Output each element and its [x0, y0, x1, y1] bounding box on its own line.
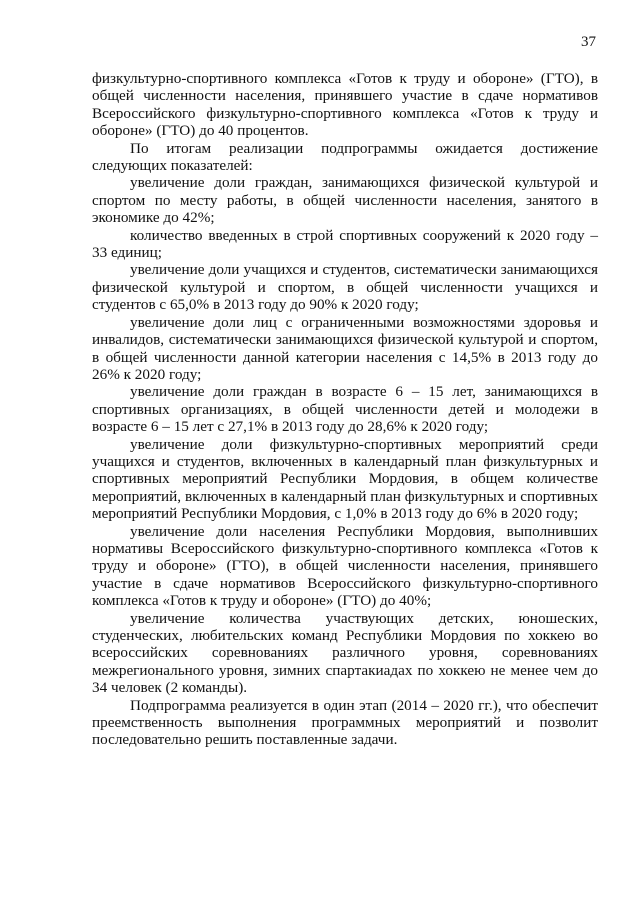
paragraph-indicator-sport-events: увеличение доли физкультурно-спортивных мероприятий среди учащихся и студентов, включенных в календарный план физкультурных и спортивных мероприятий Республики Мордовия, в общем количестве мероприятий, включенных в календарный план физкультурных и спортивных мероприятий Республики Мордовия, с 1,0% в 2013 году до 6% в 2020 году; [92, 435, 598, 523]
paragraph-indicator-youth-6-15: увеличение доли граждан в возрасте 6 – 15 лет, занимающихся в спортивных организациях, в общей численности детей и молодежи в возрасте 6 – 15 лет с 27,1% в 2013 году до 28,6% к 2020 году; [92, 383, 598, 436]
paragraph-indicator-sport-facilities: количество введенных в строй спортивных сооружений к 2020 году – 33 единиц; [92, 226, 598, 262]
document-body [92, 70, 598, 749]
paragraph-expected-results: По итогам реализации подпрограммы ожидается достижение следующих показателей: [92, 139, 598, 175]
paragraph-gto-continuation: физкультурно-спортивного комплекса «Готов к труду и обороне» (ГТО), в общей численности населения, принявшего участие в сдаче нормативов Всероссийского физкультурно-спортивного комплекса «Готов к труду и обороне» (ГТО) до 40 процентов. [92, 70, 598, 140]
page-number: 37 [581, 34, 596, 50]
paragraph-indicator-students: увеличение доли учащихся и студентов, систематически занимающихся физической культурой и спортом, в общей численности учащихся и студентов с 65,0% в 2013 году до 90% к 2020 году; [92, 261, 598, 314]
paragraph-implementation-stage: Подпрограмма реализуется в один этап (2014 – 2020 гг.), что обеспечит преемственность выполнения программных мероприятий и позволит последовательно решить поставленные задачи. [92, 696, 598, 749]
paragraph-indicator-disabled: увеличение доли лиц с ограниченными возможностями здоровья и инвалидов, систематически занимающихся физической культурой и спортом, в общей численности данной категории населения с 14,5% в 2013 году до 26% к 2020 году; [92, 313, 598, 383]
paragraph-indicator-gto-norms: увеличение доли населения Республики Мордовия, выполнивших нормативы Всероссийского физкультурно-спортивного комплекса «Готов к труду и обороне» (ГТО), в общей численности населения, принявшего участие в сдаче нормативов Всероссийского физкультурно-спортивного комплекса «Готов к труду и обороне» (ГТО) до 40%; [92, 522, 598, 610]
paragraph-indicator-workplace-sport: увеличение доли граждан, занимающихся физической культурой и спортом по месту работы, в общей численности населения, занятого в экономике до 42%; [92, 174, 598, 227]
paragraph-indicator-hockey-teams: увеличение количества участвующих детских, юношеских, студенческих, любительских команд Республики Мордовия по хоккею во всероссийских соревнованиях различного уровня, соревнованиях межрегионального уровня, зимних спартакиадах по хоккею не менее чем до 34 человек (2 команды). [92, 609, 598, 697]
